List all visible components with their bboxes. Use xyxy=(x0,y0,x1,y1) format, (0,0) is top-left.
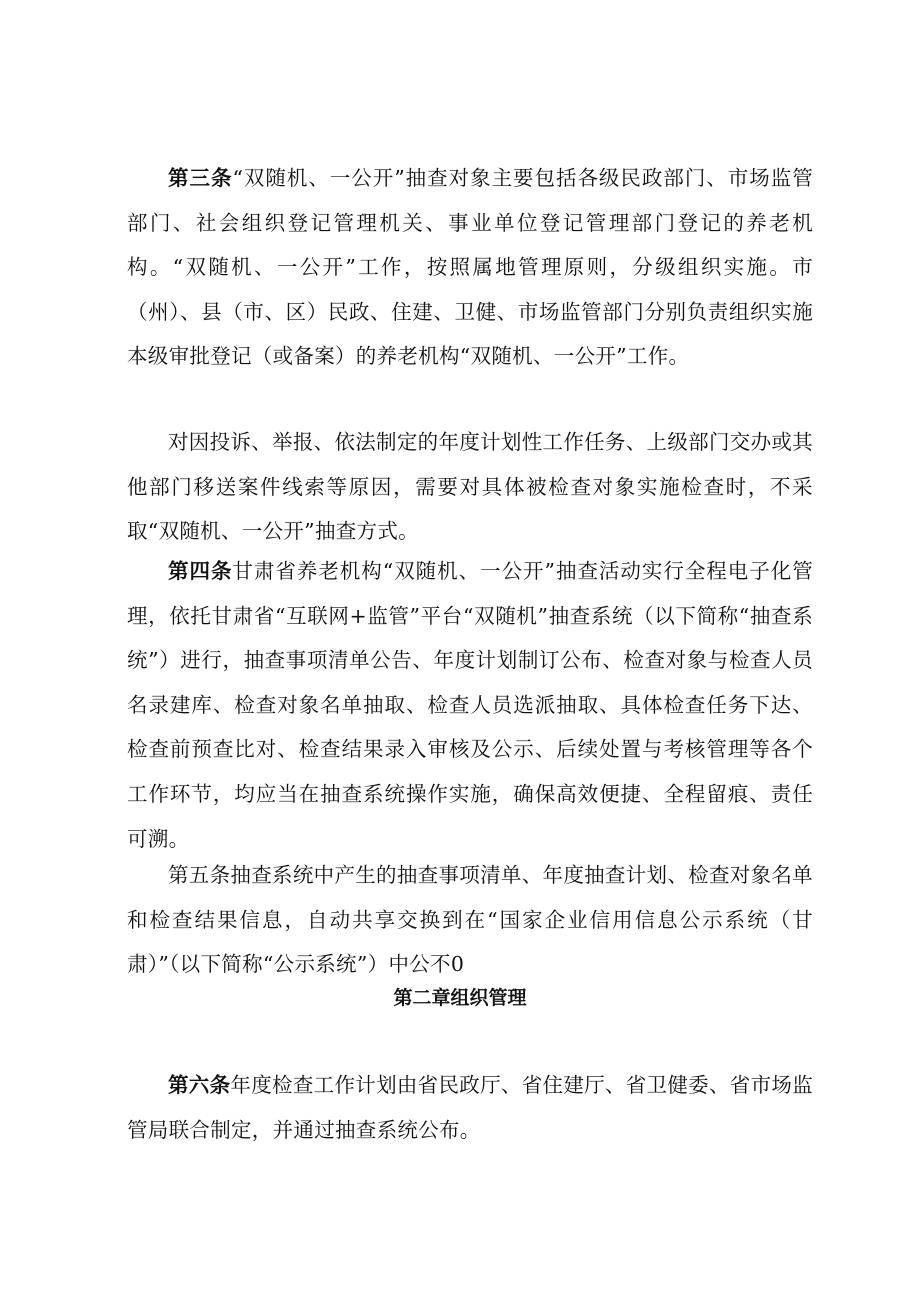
article-3-paragraph-2: 对因投诉、举报、依法制定的年度计划性工作任务、上级部门交办或其他部门移送案件线索等原因，需要对具体被检查对象实施检查时，不采取“双随机、一公开”抽查方式。 xyxy=(127,430,813,544)
article-6-text: 年度检查工作计划由省民政厅、省住建厅、省卫健委、省市场监管局联合制定，并通过抽查系统公布。 xyxy=(127,1073,813,1142)
article-4-lead: 第四条 xyxy=(168,559,233,583)
article-4-text: 甘肃省养老机构“双随机、一公开”抽查活动实行全程电子化管理，依托甘肃省“互联网+监管”平台“双随机”抽查系统（以下简称“抽查系统”）进行，抽查事项清单公告、年度计划制订公布、检查对象与检查人员名录建库、检查对象名单抽取、检查人员选派抽取、具体检查任务下达、检查前预查比对、检查结果录入审核及公示、后续处置与考核管理等各个工作环节，均应当在抽查系统操作实施，确保高效便捷、全程留痕、责任可溯。 xyxy=(127,559,814,851)
chapter-2-heading: 第二章组织管理 xyxy=(393,987,527,1009)
article-3-paragraph xyxy=(127,156,813,379)
article-6-paragraph xyxy=(127,1063,813,1152)
article-5-paragraph: 第五条抽查系统中产生的抽查事项清单、年度抽查计划、检查对象名单和检查结果信息，自动共享交换到在“国家企业信用信息公示系统（甘肃）”（以下简称“公示系统”）中公不0 xyxy=(127,863,813,977)
article-4-paragraph xyxy=(127,549,813,861)
article-6-lead: 第六条 xyxy=(168,1073,231,1097)
article-3-text: “双随机、一公开”抽查对象主要包括各级民政部门、市场监管部门、社会组织登记管理机关、事业单位登记管理部门登记的养老机构。“双随机、一公开”工作，按照属地管理原则，分级组织实施。市（州）、县（市、区）民政、住建、卫健、市场监管部门分别负责组织实施本级审批登记（或备案）的养老机构“双随机、一公开”工作。 xyxy=(127,166,814,369)
article-3-lead: 第三条 xyxy=(168,166,233,190)
